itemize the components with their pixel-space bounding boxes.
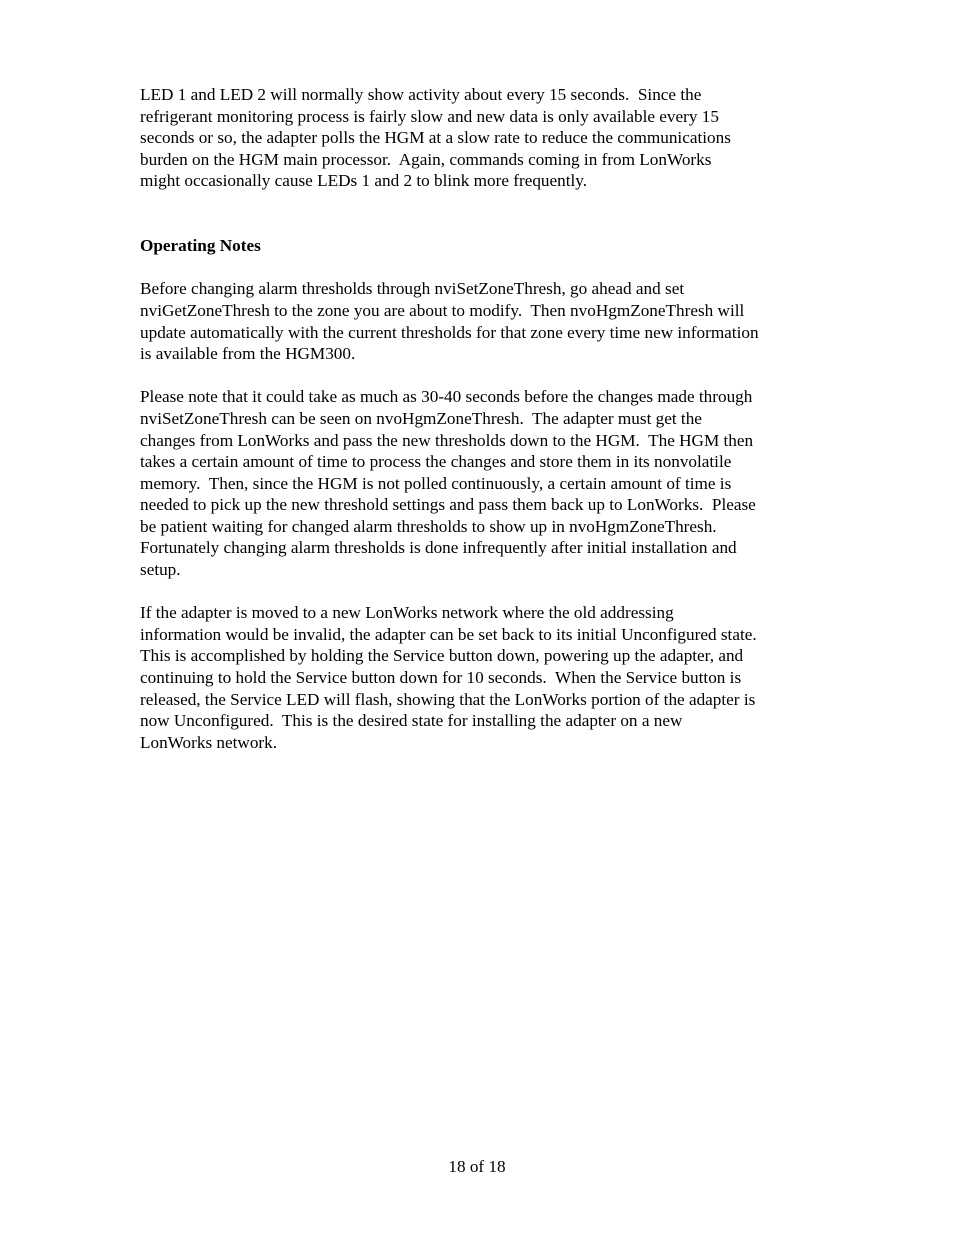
text-line: information would be invalid, the adapter can be set back to its initial Unconfigured state. <box>140 624 757 644</box>
text-line: is available from the HGM300. <box>140 344 356 364</box>
paragraph-delay-note <box>140 386 820 580</box>
section-heading: Operating Notes <box>140 236 261 256</box>
text-line: memory. Then, since the HGM is not polled continuously, a certain amount of time is <box>140 473 732 493</box>
text-line: Fortunately changing alarm thresholds is done infrequently after initial installation and <box>140 538 737 558</box>
text-line: continuing to hold the Service button down for 10 seconds. When the Service button is <box>140 668 742 688</box>
text-line: released, the Service LED will flash, showing that the LonWorks portion of the adapter is <box>140 689 756 709</box>
page-body <box>140 84 820 753</box>
text-line: be patient waiting for changed alarm thresholds to show up in nvoHgmZoneThresh. <box>140 516 717 536</box>
text-line: refrigerant monitoring process is fairly slow and new data is only available every 15 <box>140 106 719 126</box>
spacer <box>140 257 820 279</box>
text-line: now Unconfigured. This is the desired state for installing the adapter on a new <box>140 711 683 731</box>
text-line: might occasionally cause LEDs 1 and 2 to blink more frequently. <box>140 171 588 191</box>
spacer <box>140 365 820 387</box>
text-line: LonWorks network. <box>140 732 278 752</box>
text-line: If the adapter is moved to a new LonWorks network where the old addressing <box>140 603 674 623</box>
text-line: seconds or so, the adapter polls the HGM at a slow rate to reduce the communications <box>140 128 731 148</box>
text-line: update automatically with the current thresholds for that zone every time new information <box>140 322 759 342</box>
paragraph-reset-unconfigured <box>140 602 820 753</box>
text-line: This is accomplished by holding the Service button down, powering up the adapter, and <box>140 646 744 666</box>
paragraph-led-activity <box>140 84 820 192</box>
text-line: burden on the HGM main processor. Again, commands coming in from LonWorks <box>140 149 712 169</box>
text-line: takes a certain amount of time to process the changes and store them in its nonvolatile <box>140 452 732 472</box>
text-line: setup. <box>140 560 181 580</box>
paragraph-thresholds <box>140 278 820 364</box>
spacer <box>140 192 820 235</box>
text-line: Before changing alarm thresholds through nviSetZoneThresh, go ahead and set <box>140 279 685 299</box>
text-line: nviSetZoneThresh can be seen on nvoHgmZoneThresh. The adapter must get the <box>140 408 702 428</box>
text-line: changes from LonWorks and pass the new thresholds down to the HGM. The HGM then <box>140 430 754 450</box>
text-line: needed to pick up the new threshold settings and pass them back up to LonWorks. Please <box>140 495 756 515</box>
spacer <box>140 581 820 603</box>
page-number: 18 of 18 <box>448 1157 506 1176</box>
text-line: Please note that it could take as much as 30-40 seconds before the changes made through <box>140 387 753 407</box>
text-line: nviGetZoneThresh to the zone you are about to modify. Then nvoHgmZoneThresh will <box>140 300 745 320</box>
text-line: LED 1 and LED 2 will normally show activity about every 15 seconds. Since the <box>140 85 702 104</box>
